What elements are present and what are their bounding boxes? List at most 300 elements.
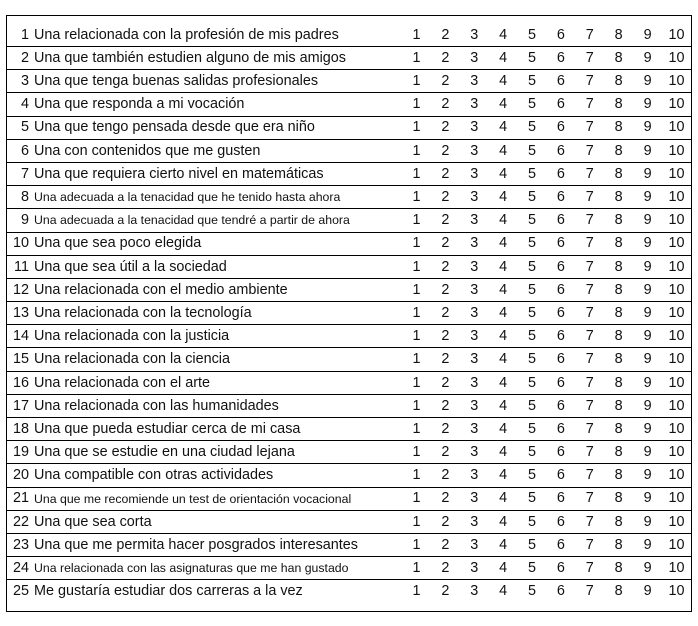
rating-option-3[interactable]: 3 xyxy=(460,441,489,464)
rating-option-9[interactable]: 9 xyxy=(633,255,662,278)
rating-option-6[interactable]: 6 xyxy=(546,186,575,209)
rating-option-9[interactable]: 9 xyxy=(633,557,662,580)
rating-option-6[interactable]: 6 xyxy=(546,232,575,255)
item-statement: Una compatible con otras actividades xyxy=(33,464,402,487)
rating-option-6[interactable]: 6 xyxy=(546,348,575,371)
rating-option-2[interactable]: 2 xyxy=(431,186,460,209)
rating-option-2[interactable]: 2 xyxy=(431,371,460,394)
item-number: 4 xyxy=(7,93,34,116)
rating-option-7[interactable]: 7 xyxy=(575,186,604,209)
item-number: 17 xyxy=(7,394,34,417)
rating-option-8[interactable]: 8 xyxy=(604,348,633,371)
rating-option-1[interactable]: 1 xyxy=(402,580,431,612)
rating-option-1[interactable]: 1 xyxy=(402,348,431,371)
rating-option-4[interactable]: 4 xyxy=(489,371,518,394)
rating-option-8[interactable]: 8 xyxy=(604,93,633,116)
rating-option-4[interactable]: 4 xyxy=(489,255,518,278)
rating-option-10[interactable]: 10 xyxy=(662,139,691,162)
rating-option-7[interactable]: 7 xyxy=(575,116,604,139)
rating-option-1[interactable]: 1 xyxy=(402,93,431,116)
rating-option-6[interactable]: 6 xyxy=(546,394,575,417)
item-statement: Una que sea útil a la sociedad xyxy=(33,255,402,278)
rating-option-1[interactable]: 1 xyxy=(402,70,431,93)
item-statement: Una que requiera cierto nivel en matemáticas xyxy=(33,162,402,185)
survey-row xyxy=(7,487,692,510)
survey-row xyxy=(7,278,692,301)
rating-option-8[interactable]: 8 xyxy=(604,302,633,325)
rating-option-9[interactable]: 9 xyxy=(633,533,662,556)
item-statement: Una relacionada con la profesión de mis padres xyxy=(33,16,402,47)
survey-row xyxy=(7,232,692,255)
rating-option-10[interactable]: 10 xyxy=(662,232,691,255)
rating-option-4[interactable]: 4 xyxy=(489,209,518,232)
rating-option-4[interactable]: 4 xyxy=(489,348,518,371)
rating-option-6[interactable]: 6 xyxy=(546,47,575,70)
item-number: 18 xyxy=(7,418,34,441)
rating-option-10[interactable]: 10 xyxy=(662,557,691,580)
rating-option-3[interactable]: 3 xyxy=(460,209,489,232)
rating-option-6[interactable]: 6 xyxy=(546,93,575,116)
rating-option-2[interactable]: 2 xyxy=(431,278,460,301)
rating-option-2[interactable]: 2 xyxy=(431,487,460,510)
rating-option-8[interactable]: 8 xyxy=(604,418,633,441)
rating-option-8[interactable]: 8 xyxy=(604,394,633,417)
rating-option-3[interactable]: 3 xyxy=(460,302,489,325)
rating-option-6[interactable]: 6 xyxy=(546,278,575,301)
rating-option-5[interactable]: 5 xyxy=(518,418,547,441)
rating-option-5[interactable]: 5 xyxy=(518,232,547,255)
rating-option-5[interactable]: 5 xyxy=(518,47,547,70)
rating-option-7[interactable]: 7 xyxy=(575,464,604,487)
rating-option-7[interactable]: 7 xyxy=(575,162,604,185)
rating-option-5[interactable]: 5 xyxy=(518,93,547,116)
rating-option-6[interactable]: 6 xyxy=(546,441,575,464)
survey-row xyxy=(7,580,692,612)
rating-option-2[interactable]: 2 xyxy=(431,162,460,185)
rating-option-3[interactable]: 3 xyxy=(460,93,489,116)
rating-option-8[interactable]: 8 xyxy=(604,325,633,348)
rating-option-5[interactable]: 5 xyxy=(518,580,547,612)
rating-option-8[interactable]: 8 xyxy=(604,186,633,209)
item-statement: Una relacionada con la tecnología xyxy=(33,302,402,325)
rating-option-2[interactable]: 2 xyxy=(431,116,460,139)
rating-option-9[interactable]: 9 xyxy=(633,278,662,301)
rating-option-1[interactable]: 1 xyxy=(402,232,431,255)
item-statement: Una relacionada con la ciencia xyxy=(33,348,402,371)
survey-row xyxy=(7,93,692,116)
rating-option-10[interactable]: 10 xyxy=(662,325,691,348)
rating-option-1[interactable]: 1 xyxy=(402,487,431,510)
rating-option-3[interactable]: 3 xyxy=(460,186,489,209)
item-statement: Una relacionada con el arte xyxy=(33,371,402,394)
rating-option-8[interactable]: 8 xyxy=(604,441,633,464)
rating-option-10[interactable]: 10 xyxy=(662,70,691,93)
rating-option-5[interactable]: 5 xyxy=(518,16,547,47)
item-statement: Una adecuada a la tenacidad que he tenido hasta ahora xyxy=(33,186,402,209)
rating-option-7[interactable]: 7 xyxy=(575,302,604,325)
rating-option-8[interactable]: 8 xyxy=(604,209,633,232)
rating-option-6[interactable]: 6 xyxy=(546,209,575,232)
rating-option-7[interactable]: 7 xyxy=(575,209,604,232)
rating-option-10[interactable]: 10 xyxy=(662,533,691,556)
rating-option-7[interactable]: 7 xyxy=(575,139,604,162)
survey-row xyxy=(7,510,692,533)
career-preference-survey-table xyxy=(6,15,692,612)
rating-option-2[interactable]: 2 xyxy=(431,302,460,325)
rating-option-7[interactable]: 7 xyxy=(575,255,604,278)
rating-option-7[interactable]: 7 xyxy=(575,348,604,371)
rating-option-8[interactable]: 8 xyxy=(604,371,633,394)
rating-option-1[interactable]: 1 xyxy=(402,418,431,441)
rating-option-2[interactable]: 2 xyxy=(431,464,460,487)
rating-option-10[interactable]: 10 xyxy=(662,255,691,278)
survey-row xyxy=(7,162,692,185)
rating-option-4[interactable]: 4 xyxy=(489,441,518,464)
rating-option-3[interactable]: 3 xyxy=(460,70,489,93)
rating-option-1[interactable]: 1 xyxy=(402,162,431,185)
item-number: 14 xyxy=(7,325,34,348)
rating-option-2[interactable]: 2 xyxy=(431,394,460,417)
rating-option-1[interactable]: 1 xyxy=(402,278,431,301)
rating-option-10[interactable]: 10 xyxy=(662,16,691,47)
rating-option-4[interactable]: 4 xyxy=(489,139,518,162)
rating-option-7[interactable]: 7 xyxy=(575,70,604,93)
rating-option-3[interactable]: 3 xyxy=(460,232,489,255)
item-number: 3 xyxy=(7,70,34,93)
item-number: 8 xyxy=(7,186,34,209)
rating-option-1[interactable]: 1 xyxy=(402,302,431,325)
rating-option-4[interactable]: 4 xyxy=(489,47,518,70)
rating-option-1[interactable]: 1 xyxy=(402,441,431,464)
rating-option-3[interactable]: 3 xyxy=(460,557,489,580)
rating-option-3[interactable]: 3 xyxy=(460,533,489,556)
rating-option-5[interactable]: 5 xyxy=(518,394,547,417)
rating-option-4[interactable]: 4 xyxy=(489,325,518,348)
rating-option-9[interactable]: 9 xyxy=(633,162,662,185)
rating-option-10[interactable]: 10 xyxy=(662,394,691,417)
rating-option-2[interactable]: 2 xyxy=(431,255,460,278)
rating-option-6[interactable]: 6 xyxy=(546,533,575,556)
rating-option-5[interactable]: 5 xyxy=(518,557,547,580)
rating-option-10[interactable]: 10 xyxy=(662,418,691,441)
rating-option-2[interactable]: 2 xyxy=(431,139,460,162)
rating-option-8[interactable]: 8 xyxy=(604,278,633,301)
rating-option-8[interactable]: 8 xyxy=(604,70,633,93)
rating-option-6[interactable]: 6 xyxy=(546,510,575,533)
rating-option-10[interactable]: 10 xyxy=(662,580,691,612)
rating-option-4[interactable]: 4 xyxy=(489,557,518,580)
rating-option-2[interactable]: 2 xyxy=(431,441,460,464)
rating-option-9[interactable]: 9 xyxy=(633,93,662,116)
rating-option-8[interactable]: 8 xyxy=(604,464,633,487)
rating-option-9[interactable]: 9 xyxy=(633,371,662,394)
rating-option-10[interactable]: 10 xyxy=(662,302,691,325)
rating-option-1[interactable]: 1 xyxy=(402,557,431,580)
item-number: 19 xyxy=(7,441,34,464)
rating-option-8[interactable]: 8 xyxy=(604,557,633,580)
rating-option-7[interactable]: 7 xyxy=(575,371,604,394)
rating-option-1[interactable]: 1 xyxy=(402,116,431,139)
rating-option-9[interactable]: 9 xyxy=(633,580,662,612)
rating-option-3[interactable]: 3 xyxy=(460,348,489,371)
rating-option-9[interactable]: 9 xyxy=(633,418,662,441)
rating-option-8[interactable]: 8 xyxy=(604,47,633,70)
rating-option-3[interactable]: 3 xyxy=(460,16,489,47)
rating-option-10[interactable]: 10 xyxy=(662,209,691,232)
rating-option-5[interactable]: 5 xyxy=(518,162,547,185)
rating-option-9[interactable]: 9 xyxy=(633,139,662,162)
rating-option-1[interactable]: 1 xyxy=(402,186,431,209)
rating-option-7[interactable]: 7 xyxy=(575,418,604,441)
rating-option-4[interactable]: 4 xyxy=(489,232,518,255)
survey-row xyxy=(7,16,692,47)
item-number: 24 xyxy=(7,557,34,580)
rating-option-2[interactable]: 2 xyxy=(431,557,460,580)
rating-option-4[interactable]: 4 xyxy=(489,580,518,612)
rating-option-5[interactable]: 5 xyxy=(518,464,547,487)
rating-option-1[interactable]: 1 xyxy=(402,464,431,487)
rating-option-4[interactable]: 4 xyxy=(489,302,518,325)
rating-option-6[interactable]: 6 xyxy=(546,557,575,580)
rating-option-6[interactable]: 6 xyxy=(546,302,575,325)
rating-option-6[interactable]: 6 xyxy=(546,371,575,394)
rating-option-5[interactable]: 5 xyxy=(518,487,547,510)
rating-option-6[interactable]: 6 xyxy=(546,116,575,139)
rating-option-5[interactable]: 5 xyxy=(518,70,547,93)
rating-option-3[interactable]: 3 xyxy=(460,162,489,185)
rating-option-10[interactable]: 10 xyxy=(662,186,691,209)
rating-option-10[interactable]: 10 xyxy=(662,116,691,139)
rating-option-1[interactable]: 1 xyxy=(402,533,431,556)
rating-option-5[interactable]: 5 xyxy=(518,371,547,394)
rating-option-4[interactable]: 4 xyxy=(489,487,518,510)
rating-option-3[interactable]: 3 xyxy=(460,371,489,394)
rating-option-9[interactable]: 9 xyxy=(633,116,662,139)
survey-row xyxy=(7,464,692,487)
rating-option-3[interactable]: 3 xyxy=(460,487,489,510)
rating-option-8[interactable]: 8 xyxy=(604,232,633,255)
rating-option-5[interactable]: 5 xyxy=(518,116,547,139)
rating-option-4[interactable]: 4 xyxy=(489,418,518,441)
rating-option-9[interactable]: 9 xyxy=(633,186,662,209)
rating-option-5[interactable]: 5 xyxy=(518,302,547,325)
rating-option-10[interactable]: 10 xyxy=(662,278,691,301)
rating-option-1[interactable]: 1 xyxy=(402,394,431,417)
item-statement: Una que me permita hacer posgrados interesantes xyxy=(33,533,402,556)
item-number: 21 xyxy=(7,487,34,510)
rating-option-6[interactable]: 6 xyxy=(546,255,575,278)
rating-option-3[interactable]: 3 xyxy=(460,139,489,162)
item-statement: Una relacionada con la justicia xyxy=(33,325,402,348)
survey-row xyxy=(7,70,692,93)
rating-option-3[interactable]: 3 xyxy=(460,255,489,278)
rating-option-7[interactable]: 7 xyxy=(575,232,604,255)
rating-option-4[interactable]: 4 xyxy=(489,93,518,116)
rating-option-3[interactable]: 3 xyxy=(460,278,489,301)
survey-row xyxy=(7,255,692,278)
rating-option-8[interactable]: 8 xyxy=(604,116,633,139)
rating-option-3[interactable]: 3 xyxy=(460,394,489,417)
survey-row xyxy=(7,371,692,394)
rating-option-9[interactable]: 9 xyxy=(633,302,662,325)
rating-option-2[interactable]: 2 xyxy=(431,580,460,612)
rating-option-8[interactable]: 8 xyxy=(604,533,633,556)
rating-option-6[interactable]: 6 xyxy=(546,580,575,612)
rating-option-9[interactable]: 9 xyxy=(633,510,662,533)
rating-option-5[interactable]: 5 xyxy=(518,278,547,301)
rating-option-7[interactable]: 7 xyxy=(575,580,604,612)
rating-option-7[interactable]: 7 xyxy=(575,394,604,417)
rating-option-7[interactable]: 7 xyxy=(575,325,604,348)
rating-option-9[interactable]: 9 xyxy=(633,441,662,464)
rating-option-4[interactable]: 4 xyxy=(489,533,518,556)
rating-option-1[interactable]: 1 xyxy=(402,325,431,348)
rating-option-8[interactable]: 8 xyxy=(604,487,633,510)
rating-option-7[interactable]: 7 xyxy=(575,16,604,47)
rating-option-2[interactable]: 2 xyxy=(431,533,460,556)
rating-option-6[interactable]: 6 xyxy=(546,70,575,93)
rating-option-3[interactable]: 3 xyxy=(460,580,489,612)
rating-option-9[interactable]: 9 xyxy=(633,394,662,417)
rating-option-8[interactable]: 8 xyxy=(604,16,633,47)
rating-option-5[interactable]: 5 xyxy=(518,348,547,371)
rating-option-3[interactable]: 3 xyxy=(460,325,489,348)
rating-option-6[interactable]: 6 xyxy=(546,16,575,47)
rating-option-2[interactable]: 2 xyxy=(431,232,460,255)
rating-option-10[interactable]: 10 xyxy=(662,47,691,70)
rating-option-8[interactable]: 8 xyxy=(604,139,633,162)
rating-option-7[interactable]: 7 xyxy=(575,47,604,70)
rating-option-3[interactable]: 3 xyxy=(460,510,489,533)
rating-option-2[interactable]: 2 xyxy=(431,16,460,47)
rating-option-8[interactable]: 8 xyxy=(604,162,633,185)
rating-option-4[interactable]: 4 xyxy=(489,162,518,185)
rating-option-7[interactable]: 7 xyxy=(575,533,604,556)
rating-option-10[interactable]: 10 xyxy=(662,371,691,394)
rating-option-8[interactable]: 8 xyxy=(604,580,633,612)
rating-option-4[interactable]: 4 xyxy=(489,278,518,301)
survey-row xyxy=(7,325,692,348)
rating-option-3[interactable]: 3 xyxy=(460,464,489,487)
rating-option-9[interactable]: 9 xyxy=(633,325,662,348)
rating-option-6[interactable]: 6 xyxy=(546,139,575,162)
rating-option-4[interactable]: 4 xyxy=(489,510,518,533)
item-number: 2 xyxy=(7,47,34,70)
rating-option-6[interactable]: 6 xyxy=(546,162,575,185)
rating-option-5[interactable]: 5 xyxy=(518,510,547,533)
rating-option-7[interactable]: 7 xyxy=(575,510,604,533)
rating-option-7[interactable]: 7 xyxy=(575,487,604,510)
rating-option-9[interactable]: 9 xyxy=(633,209,662,232)
rating-option-4[interactable]: 4 xyxy=(489,70,518,93)
rating-option-4[interactable]: 4 xyxy=(489,464,518,487)
item-statement: Me gustaría estudiar dos carreras a la vez xyxy=(33,580,402,612)
rating-option-4[interactable]: 4 xyxy=(489,186,518,209)
survey-row xyxy=(7,533,692,556)
rating-option-4[interactable]: 4 xyxy=(489,16,518,47)
rating-option-4[interactable]: 4 xyxy=(489,394,518,417)
rating-option-6[interactable]: 6 xyxy=(546,464,575,487)
survey-row xyxy=(7,348,692,371)
rating-option-2[interactable]: 2 xyxy=(431,348,460,371)
rating-option-9[interactable]: 9 xyxy=(633,464,662,487)
item-number: 13 xyxy=(7,302,34,325)
item-number: 5 xyxy=(7,116,34,139)
rating-option-5[interactable]: 5 xyxy=(518,139,547,162)
rating-option-5[interactable]: 5 xyxy=(518,255,547,278)
rating-option-7[interactable]: 7 xyxy=(575,441,604,464)
rating-option-1[interactable]: 1 xyxy=(402,16,431,47)
item-statement: Una que también estudien alguno de mis amigos xyxy=(33,47,402,70)
rating-option-6[interactable]: 6 xyxy=(546,487,575,510)
rating-option-9[interactable]: 9 xyxy=(633,348,662,371)
rating-option-2[interactable]: 2 xyxy=(431,47,460,70)
rating-option-2[interactable]: 2 xyxy=(431,93,460,116)
rating-option-10[interactable]: 10 xyxy=(662,464,691,487)
item-statement: Una que se estudie en una ciudad lejana xyxy=(33,441,402,464)
rating-option-9[interactable]: 9 xyxy=(633,70,662,93)
rating-option-9[interactable]: 9 xyxy=(633,47,662,70)
rating-option-7[interactable]: 7 xyxy=(575,557,604,580)
item-number: 12 xyxy=(7,278,34,301)
rating-option-1[interactable]: 1 xyxy=(402,47,431,70)
rating-option-10[interactable]: 10 xyxy=(662,93,691,116)
rating-option-9[interactable]: 9 xyxy=(633,232,662,255)
rating-option-10[interactable]: 10 xyxy=(662,510,691,533)
rating-option-3[interactable]: 3 xyxy=(460,47,489,70)
item-statement: Una que sea poco elegida xyxy=(33,232,402,255)
rating-option-9[interactable]: 9 xyxy=(633,16,662,47)
rating-option-3[interactable]: 3 xyxy=(460,116,489,139)
rating-option-1[interactable]: 1 xyxy=(402,510,431,533)
rating-option-2[interactable]: 2 xyxy=(431,209,460,232)
rating-option-6[interactable]: 6 xyxy=(546,325,575,348)
rating-option-2[interactable]: 2 xyxy=(431,510,460,533)
rating-option-2[interactable]: 2 xyxy=(431,70,460,93)
rating-option-10[interactable]: 10 xyxy=(662,348,691,371)
rating-option-1[interactable]: 1 xyxy=(402,371,431,394)
rating-option-2[interactable]: 2 xyxy=(431,418,460,441)
rating-option-5[interactable]: 5 xyxy=(518,325,547,348)
survey-row xyxy=(7,418,692,441)
item-statement: Una que pueda estudiar cerca de mi casa xyxy=(33,418,402,441)
rating-option-10[interactable]: 10 xyxy=(662,487,691,510)
rating-option-5[interactable]: 5 xyxy=(518,186,547,209)
rating-option-10[interactable]: 10 xyxy=(662,441,691,464)
rating-option-1[interactable]: 1 xyxy=(402,255,431,278)
rating-option-4[interactable]: 4 xyxy=(489,116,518,139)
rating-option-1[interactable]: 1 xyxy=(402,139,431,162)
rating-option-10[interactable]: 10 xyxy=(662,162,691,185)
rating-option-5[interactable]: 5 xyxy=(518,441,547,464)
rating-option-8[interactable]: 8 xyxy=(604,255,633,278)
item-statement: Una con contenidos que me gusten xyxy=(33,139,402,162)
item-number: 10 xyxy=(7,232,34,255)
rating-option-5[interactable]: 5 xyxy=(518,209,547,232)
rating-option-1[interactable]: 1 xyxy=(402,209,431,232)
rating-option-7[interactable]: 7 xyxy=(575,93,604,116)
item-statement: Una que responda a mi vocación xyxy=(33,93,402,116)
survey-row xyxy=(7,441,692,464)
rating-option-6[interactable]: 6 xyxy=(546,418,575,441)
item-number: 1 xyxy=(7,16,34,47)
rating-option-8[interactable]: 8 xyxy=(604,510,633,533)
rating-option-3[interactable]: 3 xyxy=(460,418,489,441)
rating-option-5[interactable]: 5 xyxy=(518,533,547,556)
rating-option-7[interactable]: 7 xyxy=(575,278,604,301)
rating-option-9[interactable]: 9 xyxy=(633,487,662,510)
rating-option-2[interactable]: 2 xyxy=(431,325,460,348)
